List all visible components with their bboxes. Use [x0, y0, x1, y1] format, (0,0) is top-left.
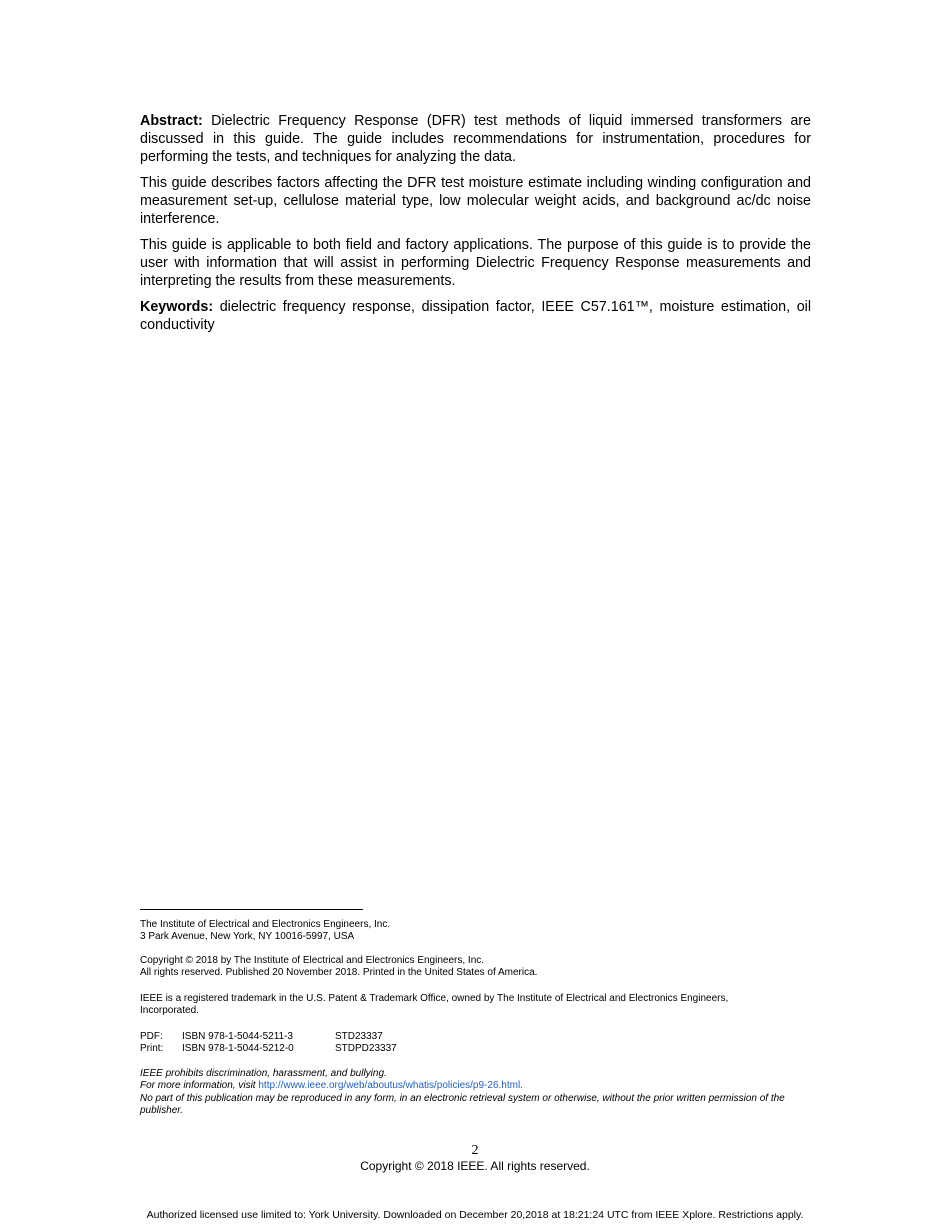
reproduction-notice: No part of this publication may be reproduced in any form, in an electronic retrieval system or otherwise, without the prior written permission of the publisher.	[140, 1092, 785, 1116]
isbn-format: PDF:	[140, 1031, 163, 1042]
purpose-paragraph: This guide is applicable to both field and factory applications. The purpose of this guide is to provide the user with information that will assist in performing Dielectric Frequency Response measurements and interpreting the results from these measurements.	[140, 237, 811, 289]
keywords-paragraph	[140, 298, 811, 334]
scope-paragraph: This guide describes factors affecting the DFR test moisture estimate including winding configuration and measurement set-up, cellulose material type, low molecular weight acids, and background ac/dc noise interference.	[140, 175, 811, 227]
copyright-block	[140, 955, 820, 980]
policy-block	[140, 1068, 812, 1117]
keywords-text: dielectric frequency response, dissipation factor, IEEE C57.161™, moisture estimation, oil conductivity	[140, 299, 811, 333]
copyright-line-1: Copyright © 2018 by The Institute of Electrical and Electronics Engineers, Inc.	[140, 955, 485, 966]
isbn-code: STD23337	[335, 1031, 383, 1042]
page-number: 2	[471, 1143, 479, 1158]
isbn-number: ISBN 978-1-5044-5212-0	[182, 1043, 294, 1055]
policy-info: For more information, visit http://www.ieee.org/web/aboutus/whatis/policies/p9-26.html.	[140, 1080, 523, 1092]
policy-statement: IEEE prohibits discrimination, harassment, and bullying.	[140, 1068, 387, 1079]
isbn-code: STDPD23337	[335, 1043, 397, 1055]
trademark-text: IEEE is a registered trademark in the U.S. Patent & Trademark Office, owned by The Institute of Electrical and Electronics Engineers, Incorporated.	[140, 993, 729, 1017]
publisher-street: 3 Park Avenue, New York, NY 10016-5997, USA	[140, 931, 355, 943]
page-copyright: Copyright © 2018 IEEE. All rights reserved.	[360, 1159, 590, 1173]
isbn-number: ISBN 978-1-5044-5211-3	[182, 1031, 293, 1042]
isbn-format: Print:	[140, 1043, 164, 1055]
isbn-row-print	[140, 1043, 820, 1055]
main-content	[140, 112, 811, 342]
authorized-use-notice: Authorized licensed use limited to: York University. Downloaded on December 20,2018 at 18:21:24 UTC from IEEE Xplore. Restrictions apply.	[146, 1209, 804, 1221]
publisher-name: The Institute of Electrical and Electronics Engineers, Inc.	[140, 919, 391, 930]
abstract-text: Dielectric Frequency Response (DFR) test methods of liquid immersed transformers are discussed in this guide. The guide includes recommendations for instrumentation, procedures for performing the tests, and techniques for analyzing the data.	[140, 113, 811, 165]
isbn-row-pdf	[140, 1031, 820, 1043]
abstract-label: Abstract:	[140, 113, 203, 129]
trademark-block	[140, 993, 740, 1018]
policy-link[interactable]: http://www.ieee.org/web/aboutus/whatis/policies/p9-26.html.	[258, 1080, 523, 1092]
abstract-paragraph	[140, 112, 811, 166]
isbn-block	[140, 1031, 820, 1056]
copyright-line-2: All rights reserved. Published 20 November 2018. Printed in the United States of America.	[140, 967, 538, 979]
footnote-divider	[140, 909, 363, 910]
publisher-address	[140, 919, 820, 944]
keywords-label: Keywords:	[140, 299, 214, 315]
